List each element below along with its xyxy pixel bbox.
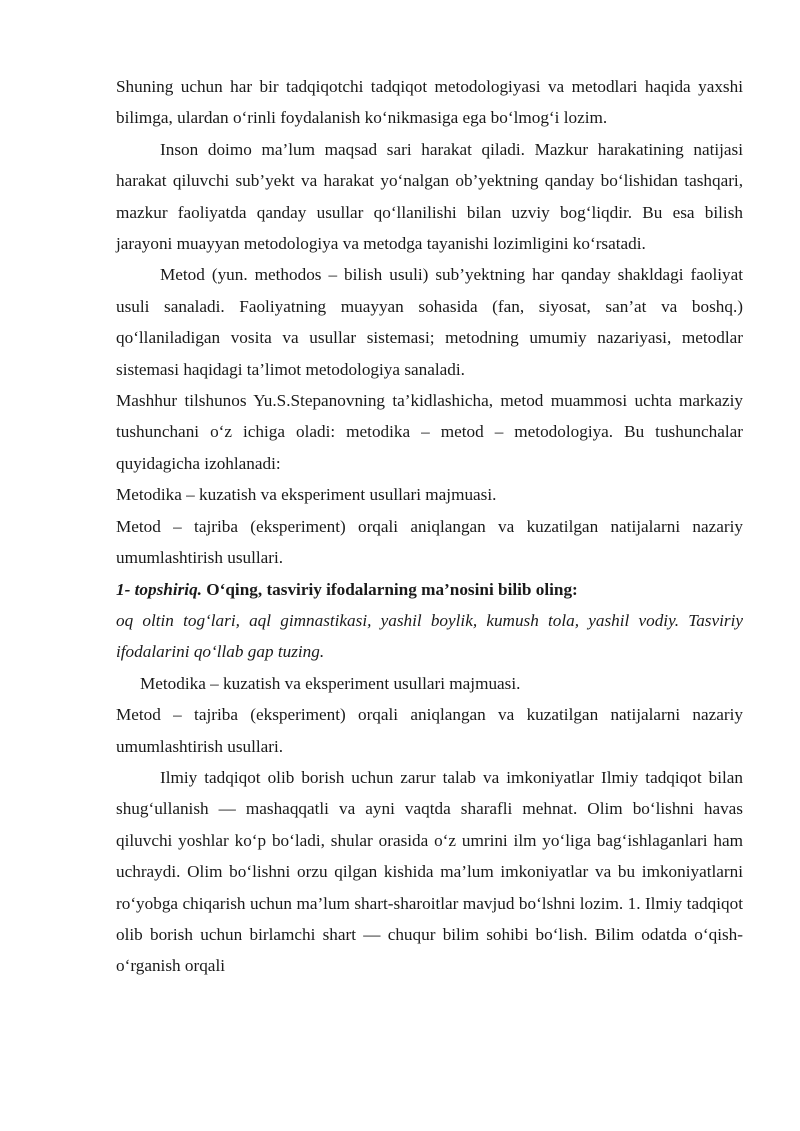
paragraph-4: Mashhur tilshunos Yu.S.Stepanovning ta’kidlashicha, metod muammosi uchta markaziy tushunchani o‘z ichiga oladi: metodika – metod – metodologiya. Bu tushunchalar quyidagicha izohlanadi: [116, 391, 743, 473]
paragraph-9: Metod – tajriba (eksperiment) orqali aniqlangan va kuzatilgan natijalarni nazariy umumlashtirish usullari. [116, 705, 743, 756]
paragraph-6: Metod – tajriba (eksperiment) orqali aniqlangan va kuzatilgan natijalarni nazariy umumlashtirish usullari. [116, 516, 743, 568]
task-label: 1- topshiriq. [116, 579, 202, 599]
paragraph-2: Inson doimo ma’lum maqsad sari harakat qiladi. Mazkur harakatining natijasi harakat qiluvchi sub’yekt va harakat yo‘nalgan ob’yektning qanday bo‘lishidan tashqari, mazkur faoliyatda qanday usullar qo‘llanilishi bilan uzviy bog‘liqdir. Bu esa bilish jarayoni muayyan metodologiya va metodga tayanishi lozimligini ko‘rsatadi. [116, 139, 743, 254]
paragraph-10: Ilmiy tadqiqot olib borish uchun zarur talab va imkoniyatlar Ilmiy tadqiqot bilan shug‘ullanish — mashaqqatli va ayni vaqtda sharafli mehnat. Olim bo‘lishni havas qiluvchi yoshlar ko‘p bo‘ladi, shular orasida o‘z umrini ilm yo‘liga bag‘ishlaganlari ham uchraydi. Olim bo‘lishni orzu qilgan kishida ma’lum imkoniyatlar va bu imkoniyatlarni ro‘yobga chiqarish uchun ma’lum shart-sharoitlar mavjud bo‘lshni lozim. 1. Ilmiy tadqiqot olib borish uchun birlamchi shart — chuqur bilim sohibi bo‘lish. Bilim odatda o‘qish-o‘rganish orqali [116, 767, 743, 976]
paragraph-5: Metodika – kuzatish va eksperiment usullari majmuasi. [116, 485, 497, 505]
paragraph-1: Shuning uchun har bir tadqiqotchi tadqiqot metodologiyasi va metodlari haqida yaxshi bilimga, ulardan o‘rinli foydalanish ko‘nikmasiga ega bo‘lmog‘i lozim. [116, 77, 743, 128]
task-text: O‘qing, tasviriy ifodalarning ma’nosini bilib oling: [201, 579, 578, 599]
paragraph-3: Metod (yun. methodos – bilish usuli) sub’yektning har qanday shakldagi faoliyat usuli sanaladi. Faoliyatning muayyan sohasida (fan, siyosat, san’at va boshq.) qo‘llaniladigan vosita va usullar sistemasi; metodning umumiy nazariyasi, metodlar sistemasi haqidagi ta’limot metodologiya sanaladi. [116, 265, 743, 379]
paragraph-7: oq oltin tog‘lari, aql gimnastikasi, yashil boylik, kumush tola, yashil vodiy. Tasviriy ifodalarini qo‘llab gap tuzing. [116, 610, 743, 662]
task-heading [116, 574, 743, 605]
paragraph-8: Metodika – kuzatish va eksperiment usullari majmuasi. [140, 673, 521, 693]
